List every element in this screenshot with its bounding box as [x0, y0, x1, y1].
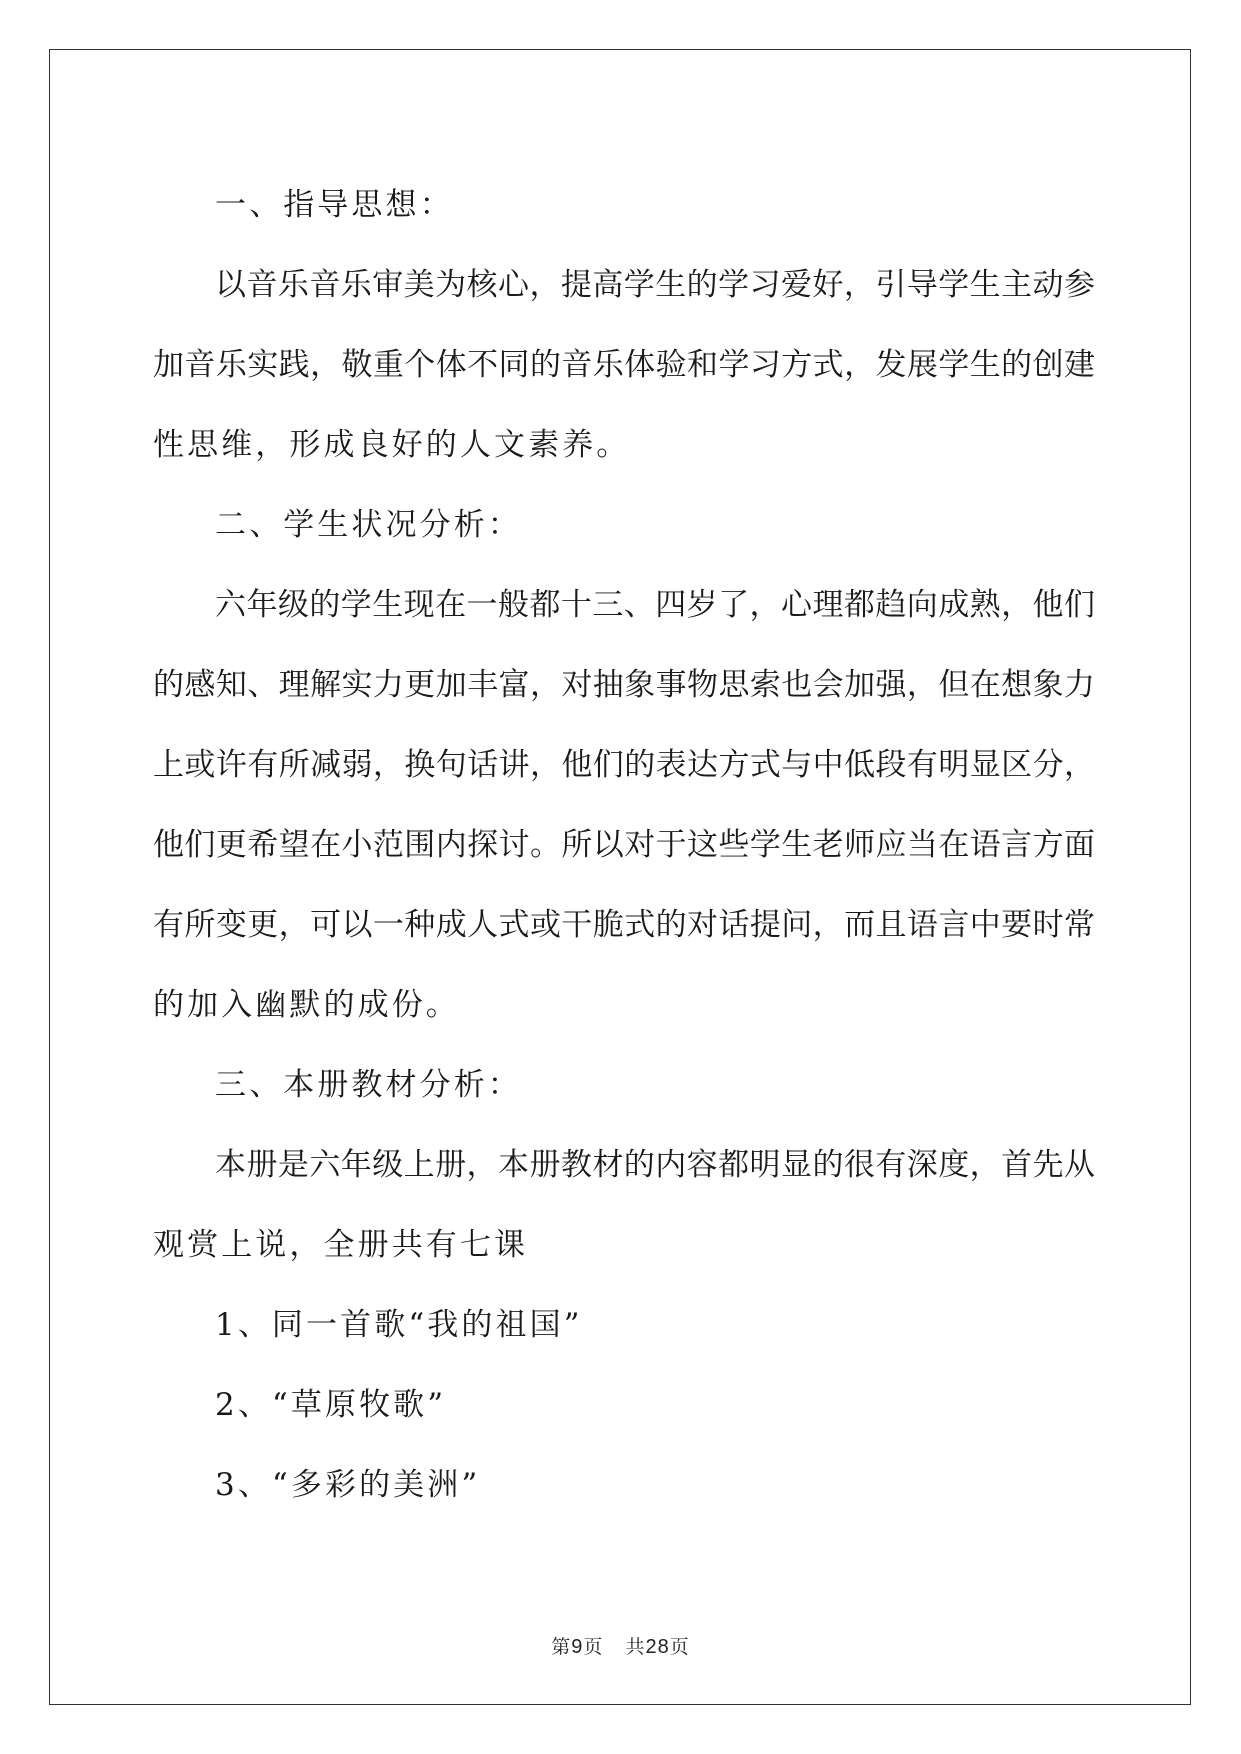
list-item: 1、同一首歌“我的祖国” — [215, 1307, 583, 1343]
paragraph-line: 的感知、理解实力更加丰富，对抽象事物思索也会加强，但在想象力 — [153, 667, 1095, 703]
footer-total-prefix: 共 — [625, 1636, 646, 1658]
paragraph-line: 有所变更，可以一种成人式或干脆式的对话提问，而且语言中要时常 — [153, 907, 1095, 943]
paragraph-line: 六年级的学生现在一般都十三、四岁了，心理都趋向成熟，他们 — [215, 587, 1095, 623]
heading-guiding-thought: 一、指导思想： — [215, 187, 454, 223]
footer-prefix: 第 — [551, 1636, 572, 1658]
heading-textbook-analysis: 三、本册教材分析： — [215, 1067, 522, 1103]
paragraph-line: 观赏上说，全册共有七课 — [153, 1227, 529, 1263]
list-item: 3、“多彩的美洲” — [215, 1467, 481, 1503]
footer-total-suffix: 页 — [669, 1636, 690, 1658]
paragraph-line: 性思维，形成良好的人文素养。 — [153, 427, 631, 463]
paragraph-line: 他们更希望在小范围内探讨。所以对于这些学生老师应当在语言方面 — [153, 827, 1095, 863]
heading-student-analysis: 二、学生状况分析： — [215, 507, 522, 543]
page-number: 9 — [571, 1636, 584, 1658]
total-pages: 28 — [645, 1636, 670, 1658]
list-item: 2、“草原牧歌” — [215, 1387, 447, 1423]
paragraph-line: 上或许有所减弱，换句话讲，他们的表达方式与中低段有明显区分， — [153, 747, 1095, 783]
document-body — [153, 165, 1095, 1525]
paragraph-line: 的加入幽默的成份。 — [153, 987, 460, 1023]
paragraph-line: 加音乐实践，敬重个体不同的音乐体验和学习方式，发展学生的创建 — [153, 347, 1095, 383]
page-footer — [0, 1632, 1241, 1659]
paragraph-line: 本册是六年级上册，本册教材的内容都明显的很有深度，首先从 — [215, 1147, 1095, 1183]
paragraph-line: 以音乐音乐审美为核心，提高学生的学习爱好，引导学生主动参 — [215, 267, 1095, 303]
footer-page-suffix: 页 — [583, 1636, 604, 1658]
